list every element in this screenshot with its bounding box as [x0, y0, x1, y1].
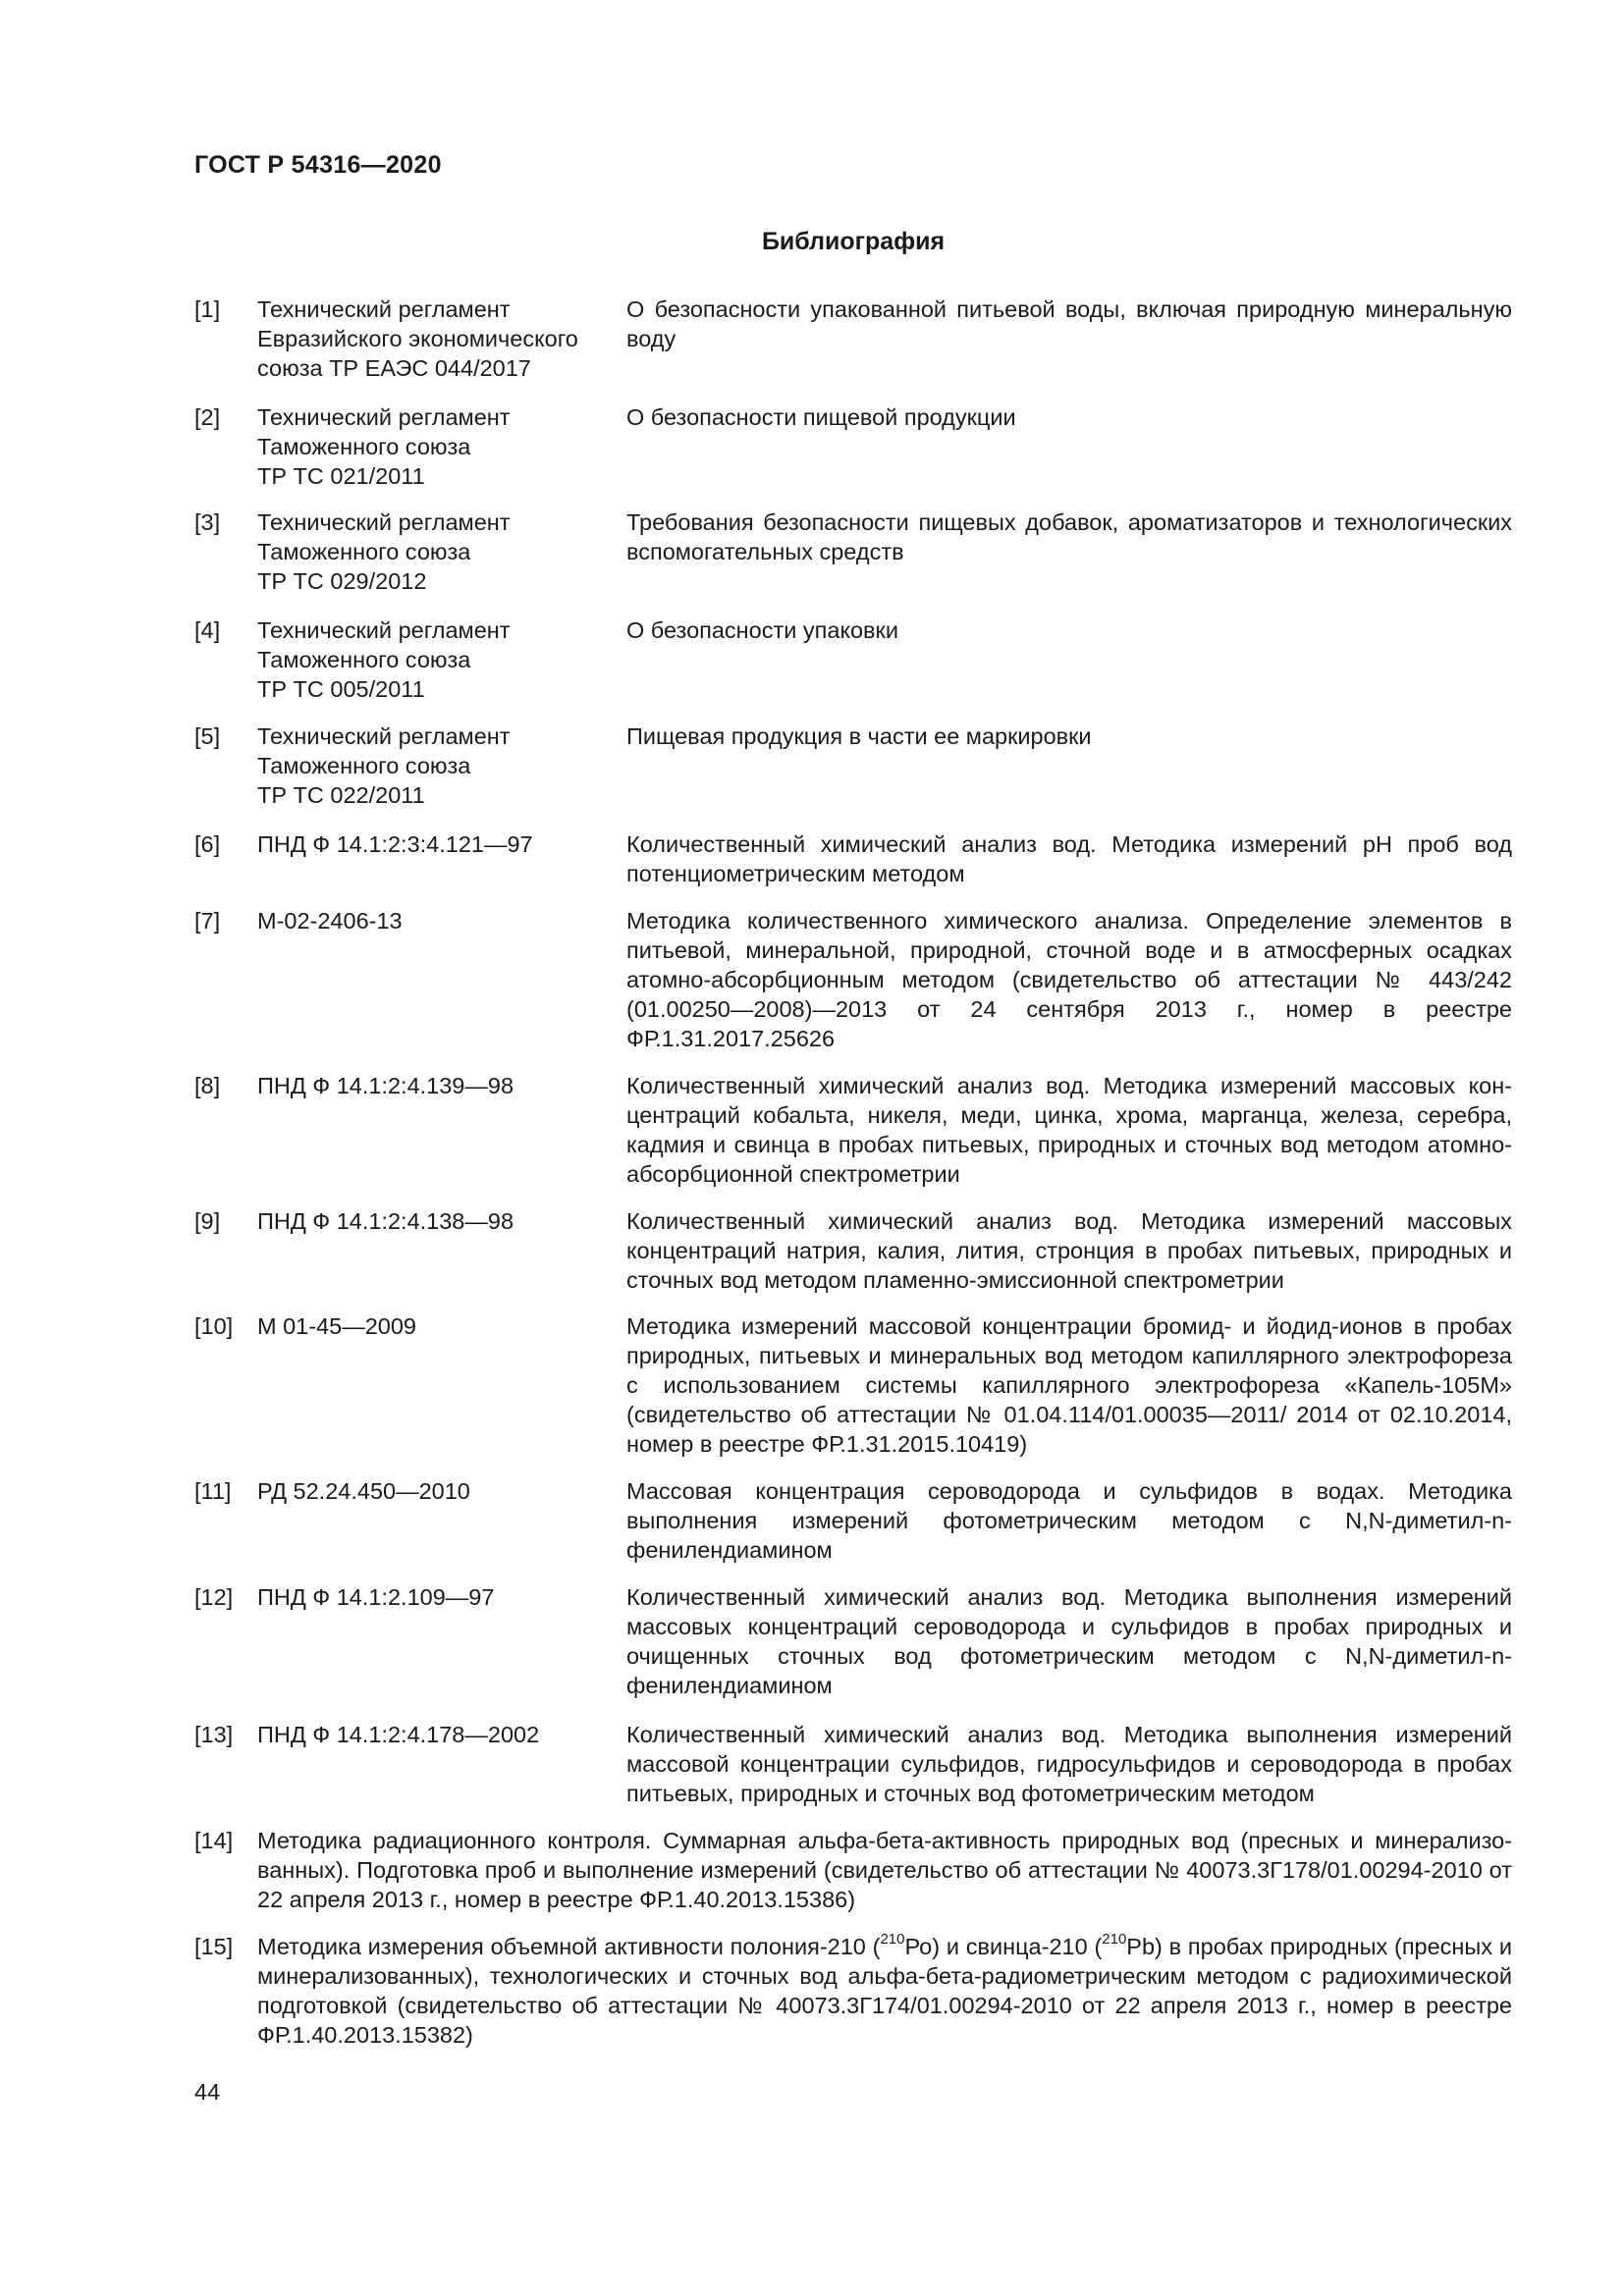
entry-title: О безопасности пищевой продукции [626, 404, 1016, 430]
entry-number: [6] [194, 831, 221, 857]
bibliography-entry [194, 829, 1512, 906]
entry-title: О безопасности упаковки [626, 617, 898, 643]
isotope-mass-number: 210 [880, 1931, 905, 1949]
entry-document-id: Технический регламент Таможенного союза ТР ТС 005/2011 [257, 617, 511, 702]
bibliography-entry [194, 1476, 1512, 1582]
bibliography-entry [194, 1071, 1512, 1206]
entry-number: [12] [194, 1584, 234, 1610]
entry-number: [11] [194, 1478, 232, 1504]
bibliography-entry [194, 294, 1512, 402]
bibliography-entry [194, 721, 1512, 829]
entry-number: [7] [194, 908, 221, 934]
entry-number: [1] [194, 296, 221, 322]
bibliography-title: Библиография [761, 228, 946, 255]
document-code-header: ГОСТ Р 54316—2020 [194, 151, 442, 179]
bibliography-entry [194, 402, 1512, 507]
entry-document-id: ПНД Ф 14.1:2.109—97 [257, 1584, 495, 1610]
entry-number: [4] [194, 617, 221, 643]
entry-number: [8] [194, 1073, 221, 1098]
entry-number: [15] [194, 1934, 234, 1959]
entry-text: Методика радиационного контроля. Суммарная альфа-бета-активность природных вод (пресных и минерализованных). Подготовка проб и выполнение измерений (свидетельство об аттестации № 40073.3Г178/01.00294-2010 от 22 апреля 2013 г., номер в реестре ФР.1.40.2013.15386) [257, 1828, 1512, 1912]
entry-number: [14] [194, 1828, 234, 1853]
bibliography-entry [194, 1932, 1512, 2050]
entry-document-id: Технический регламент Таможенного союза ТР ТС 021/2011 [257, 404, 511, 489]
entry-title: Количественный химический анализ вод. Методика выполнения измерений массовых концентраций сероводорода и сульфидов в пробах природных и очищенных сточных вод фотометрическим методом с N,N-диметил-n-фенилендиамином [626, 1584, 1512, 1698]
entry-title: Методика количественного химического анализа. Определение элементов в питьевой, минеральной, природной, сточной воде и в атмосферных осадках атомно-абсорбционным методом (свидетельство об аттестации № 443/242 (01.00250—2008)—2013 от 24 сентября 2013 г., номер в реестре ФР.1.31.2017.25626 [626, 908, 1512, 1051]
entry-number: [10] [194, 1313, 234, 1339]
bibliography-entry [194, 1311, 1512, 1476]
entry-title: Количественный химический анализ вод. Методика измерений pH проб вод потенциометрическим методом [626, 831, 1512, 886]
entry-text-part: Ро) и свинца-210 ( [904, 1934, 1103, 1959]
entry-number: [2] [194, 404, 221, 430]
entry-document-id: РД 52.24.450—2010 [257, 1478, 470, 1504]
entry-title: Количественный химический анализ вод. Методика измерений массовых концентраций кобальта, никеля, меди, цинка, хрома, марганца, железа, серебра, кадмия и свинца в пробах питьевых, природных и сточных вод методом атомно-абсорбционной спектрометрии [626, 1073, 1512, 1187]
entry-document-id: М 01-45—2009 [257, 1313, 416, 1339]
bibliography-entry [194, 1582, 1512, 1720]
page-number: 44 [194, 2079, 221, 2105]
entry-document-id: Технический регламент Евразийского экономического союза ТР ЕАЭС 044/2017 [257, 296, 578, 381]
entry-document-id: ПНД Ф 14.1:2:4.139—98 [257, 1073, 514, 1098]
entry-title: О безопасности упакованной питьевой воды, включая природную минеральную воду [626, 296, 1512, 351]
bibliography-entry [194, 1720, 1512, 1826]
entry-text-part: Pb) в пробах природных (пресных и минерализованных), технологических и сточных вод альфа-бета-радиометрическим методом с радиохимической подготовкой (свидетельство об аттестации № 40073.3Г174/01.00294-2010 от 22 апреля 2013 г., номер в реестре ФР.1.40.2013.15382) [257, 1934, 1512, 2048]
isotope-mass-number: 210 [1102, 1931, 1127, 1949]
entry-document-id: ПНД Ф 14.1:2:4.138—98 [257, 1208, 514, 1234]
entry-title: Массовая концентрация сероводорода и сульфидов в водах. Методика выполнения измерений фотометрическим методом с N,N-диметил-n-фенилендиамином [626, 1478, 1512, 1563]
entry-number: [3] [194, 509, 221, 535]
entry-document-id: ПНД Ф 14.1:2:3:4.121—97 [257, 831, 533, 857]
entry-title: Требования безопасности пищевых добавок, ароматизаторов и технологических вспомогательных средств [626, 509, 1512, 564]
entry-document-id: Технический регламент Таможенного союза ТР ТС 029/2012 [257, 509, 511, 594]
entry-title: Методика измерений массовой концентрации бромид- и йодид-ионов в пробах природных, питьевых и минеральных вод методом капиллярного электрофореза с использованием системы капиллярного электрофореза «Капель-105М» (свидетельство об аттестации № 01.04.114/01.00035—2011/ 2014 от 02.10.2014, номер в реестре ФР.1.31.2015.10419) [626, 1313, 1512, 1457]
entry-title: Количественный химический анализ вод. Методика выполнения измерений массовой концентрации сульфидов, гидросульфидов и сероводорода в пробах питьевых, природных и сточных вод фотометрическим методом [626, 1722, 1512, 1806]
bibliography-entry [194, 1826, 1512, 1932]
entry-text [257, 1932, 1512, 2050]
entry-number: [5] [194, 723, 221, 749]
bibliography-entry [194, 906, 1512, 1071]
entry-document-id: М-02-2406-13 [257, 908, 403, 934]
bibliography-entry [194, 615, 1512, 721]
entry-document-id: ПНД Ф 14.1:2:4.178—2002 [257, 1722, 540, 1747]
entry-text-part: Методика измерения объемной активности полония-210 ( [257, 1934, 881, 1959]
entry-number: [9] [194, 1208, 221, 1234]
entry-title: Количественный химический анализ вод. Методика измерений массовых концентраций натрия, калия, лития, стронция в пробах питьевых, природных и сточных вод методом пламенно-эмиссионной спектрометрии [626, 1208, 1512, 1293]
entry-document-id: Технический регламент Таможенного союза ТР ТС 022/2011 [257, 723, 511, 808]
entry-number: [13] [194, 1722, 234, 1747]
bibliography-entry [194, 507, 1512, 615]
bibliography-entry [194, 1206, 1512, 1311]
entry-title: Пищевая продукция в части ее маркировки [626, 723, 1092, 749]
bibliography-list [194, 294, 1512, 2050]
